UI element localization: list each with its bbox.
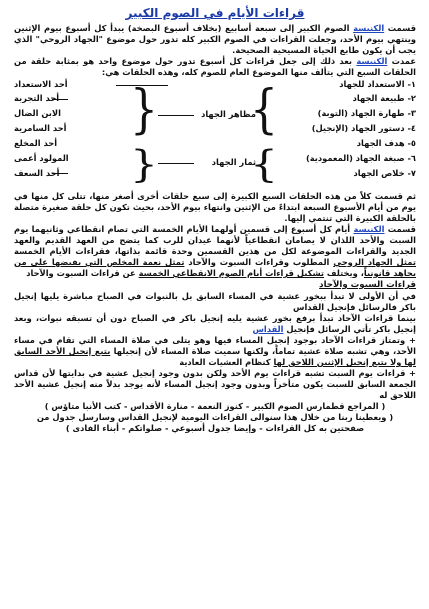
references-line-1: ( المراجع قطمارس الصوم الكبير - كنوز النعمة - منارة الأقداس - كتب الأنبا متاؤس ) — [44, 401, 386, 411]
brace-icon: { — [250, 142, 278, 187]
jihad-stages-diagram — [14, 79, 416, 189]
text-run: ، ويختلف — [324, 268, 364, 278]
stage-item: ٦- صبغة الجهاد (المعمودية) — [305, 153, 416, 163]
section-heading: قراءات السبوت والآحاد — [319, 280, 416, 290]
intro-paragraph-2 — [14, 56, 416, 78]
stage-item: ٢- طبيعة الجهاد — [352, 93, 416, 103]
text-run: الصوم الكبير إلى سبعة أسابيع (بخلاف أسبوع البصخة) يبدأ كل أسبوع بيوم الإثنين وينتهي بيوم الأحد، وجعلت القراءات في الصوم الكبير كله تدور حول موضوع "الجهاد الروحي" الذي يجب أن يكون طابع الحياة المسيحية الصحيحة. — [14, 23, 416, 55]
sunday-label: أحد السعف — [14, 168, 60, 178]
text-run: عن قراءات السبوت والآحاد — [26, 268, 139, 278]
text-run: بينما قراءات الآحاد تبدأ برفع بخور عشية يليه إنجيل باكر في الصباح دون أن تسبقه نبوات، وبعد إنجيل باكر تأتي الرسائل فإنجيل — [14, 313, 416, 334]
text-run: قسمت — [384, 224, 416, 234]
document-page — [14, 6, 416, 606]
paragraph-evening-gospel — [14, 335, 416, 368]
group-label-fruits: ثمار الجهاد — [211, 157, 256, 167]
paragraph-subdivisions: ثم قسمت كلاً من هذه الحلقات السبع الكبيرة إلى سبع حلقات أخرى أصغر منها، تتلى كل منها في يوم من أيام الأسبوع السبعة ابتداءً من الإثنين وانتهاء بيوم الأحد، بحيث تكون كل حلقة صغيرة متصلة بالحلقة الكبيرة التي تنتمي إليها. — [14, 191, 416, 223]
sunday-label: المولود أعمى — [14, 153, 69, 163]
sunday-label: أحد السامرية — [14, 123, 67, 133]
connector-line — [116, 85, 168, 86]
references-line-3: صفحتين به كل القراءات - وإيضا جدول أسبوعي - صلواتكم - أبناء الفادى ) — [65, 423, 365, 433]
brace-icon: { — [250, 78, 278, 140]
sunday-label: أحد الاستعداد — [14, 79, 68, 89]
underlined-phrase: يتبع إنجيل الأحد السابق لها ولا يتبع إنجيل الإثنين اللاحق لها — [14, 346, 416, 367]
brace-icon: { — [130, 142, 158, 187]
church-link[interactable]: الكنيسة — [356, 56, 388, 66]
text-run: المطلوب وقراءات السبوت والآحاد — [184, 257, 334, 267]
group-label-manifestations: مظاهر الجهاد — [201, 109, 256, 119]
stage-item: ٥- هدف الجهاد — [356, 138, 416, 148]
sunday-label: أحد المخلع — [14, 138, 58, 148]
church-link[interactable]: الكنيسة — [353, 23, 385, 33]
church-link[interactable]: الكنيسة — [353, 224, 385, 234]
paragraph-sunday-readings — [14, 313, 416, 335]
sunday-label: الابن الضال — [14, 108, 61, 118]
paragraph-saturday-readings — [14, 291, 416, 313]
text-run: القداس — [293, 302, 325, 312]
underlined-phrase: تشكيل قراءات أيام الصوم الانقطاعي الخمسة — [138, 268, 325, 278]
page-title: قراءات الأيام في الصوم الكبير — [125, 6, 305, 20]
brace-icon: { — [130, 78, 158, 140]
text-run: + وتمتاز قراءات الآحاد بوجود إنجيل المساء فيها وهو يتلى في صلاة المساء التي تقام في مساء الأحد، وهي تشبه صلاة عشية تماماً، ولكنها سميت صلاة المساء لأن إنجيلها — [14, 335, 416, 356]
paragraph-saturday-note: + قراءات يوم السبت تشبه قراءات يوم الأحد ولكن بدون وجود إنجيل عشية في بدايتها لأن قداس الجمعة السابق للسبت يكون متأخراً وبدون وجود إنجيل المساء لأنه يوجد بدلاً منه إنجيل عشية الأحد اللاحق له — [14, 368, 416, 400]
text-run: كنظام العشيات العادية — [179, 357, 274, 367]
intro-paragraph-1 — [14, 23, 416, 56]
text-run: عمدت — [387, 56, 417, 66]
connector-line — [158, 163, 194, 164]
stage-item: ٣- طهارة الجهاد (التوبة) — [317, 108, 416, 118]
text-run: بعد ذلك إلى جعل قراءات كل أسبوع تدور حول موضوع واحد هو بمثابة حلقة من الحلقات السبع التي يتألف منها الموضوع العام للصوم كله، وهذه الحلقات هي: — [14, 56, 416, 77]
stage-item: ١- الاستعداد للجهاد — [339, 79, 416, 89]
underlined-phrase: تمثل نعمة المخلص التي يفيضها على من يجاهد قانونياً — [14, 257, 416, 278]
text-run: قسمت — [384, 23, 416, 33]
sunday-label: أحد التجربة — [14, 93, 60, 103]
connector-line — [158, 115, 194, 116]
stage-item: ٧- خلاص الجهاد — [353, 168, 416, 178]
liturgy-link[interactable]: القداس — [252, 324, 284, 334]
text-run: أيام كل أسبوع إلى قسمين أولهما الأيام الخمسة التي تصام انقطاعي وثانيهما يوم السبت والأحد اللذان لا يصامان انقطاعياً لأنهما عيدان للرب كما يتضح من العهد القديم والعهد الجديد والقراءات الموضوعة لكل من هذين القسمين وحدة قائمة بذاتها، فقراءات الأيام الخمسة — [14, 224, 416, 256]
text-run: في أن الأولى لا تبدأ ببخور عشية في المساء السابق بل بالنبوات في الصباح مباشرة يليها إنجيل باكر فالرسائل فإنجيل — [14, 291, 416, 312]
paragraph-week-division — [14, 224, 416, 279]
underlined-phrase: تمثل الجهاد الروحي — [333, 257, 416, 267]
stage-item: ٤- دستور الجهاد (الإنجيل) — [311, 123, 416, 133]
references-line-2: ( ويعطينا ربنا من خلال هذا سنوالى القراءات اليومية لإنجيل القداس وسارسل جدول من — [36, 412, 394, 422]
